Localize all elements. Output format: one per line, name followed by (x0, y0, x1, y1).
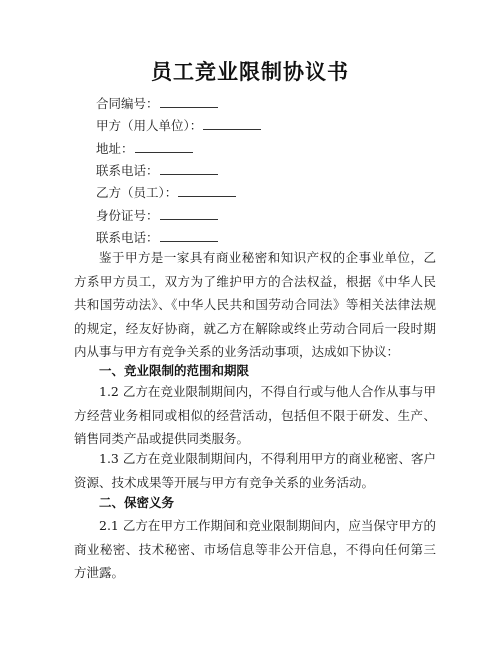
blank-line (160, 162, 218, 175)
field-label: 合同编号： (96, 96, 159, 111)
field-label: 乙方（员工）： (96, 185, 178, 200)
blank-line (160, 207, 218, 220)
clause-1-3: 1.3 乙方在竞业限制期间内，不得利用甲方的商业秘密、客户资源、技术成果等开展与甲方有竞争关系的业务活动。 (74, 451, 436, 490)
blank-line (160, 95, 218, 108)
clause-1-2: 1.2 乙方在竞业限制期间内，不得自行或与他人合作从事与甲方经营业务相同或相似的经营活动，包括但不限于研发、生产、销售同类产品或提供同类服务。 (74, 384, 436, 447)
field-label: 联系电话： (96, 163, 159, 178)
document-title: 员工竞业限制协议书 (151, 60, 349, 84)
field-label: 联系电话： (96, 230, 159, 245)
blank-line (178, 184, 236, 197)
field-id-number (96, 207, 218, 224)
intro-paragraph: 鉴于甲方是一家具有商业秘密和知识产权的企事业单位，乙方系甲方员工，双方为了维护甲方的合法权益，根据《中华人民共和国劳动法》、《中华人民共和国劳动合同法》等相关法律法规的规定，经友好协商，就乙方在解除或终止劳动合同后一段时期内从事与甲方有竞争关系的业务活动事项，达成如下协议： (74, 250, 436, 360)
field-label: 地址： (96, 141, 134, 156)
field-party-b (96, 184, 236, 201)
section-heading-1: 一、竞业限制的范围和期限 (99, 363, 250, 378)
field-phone-b (96, 229, 218, 246)
field-contract-number (96, 95, 218, 112)
field-label: 身份证号： (96, 208, 159, 223)
blank-line (203, 117, 261, 130)
blank-line (160, 229, 218, 242)
field-phone-a (96, 162, 218, 179)
field-address (96, 140, 193, 157)
field-party-a (96, 117, 261, 134)
blank-line (135, 140, 193, 153)
section-heading-2: 二、保密义务 (99, 495, 175, 510)
field-label: 甲方（用人单位）： (96, 118, 203, 133)
clause-2-1: 2.1 乙方在甲方工作期间和竞业限制期间内，应当保守甲方的商业秘密、技术秘密、市场信息等非公开信息，不得向任何第三方泄露。 (74, 518, 436, 581)
